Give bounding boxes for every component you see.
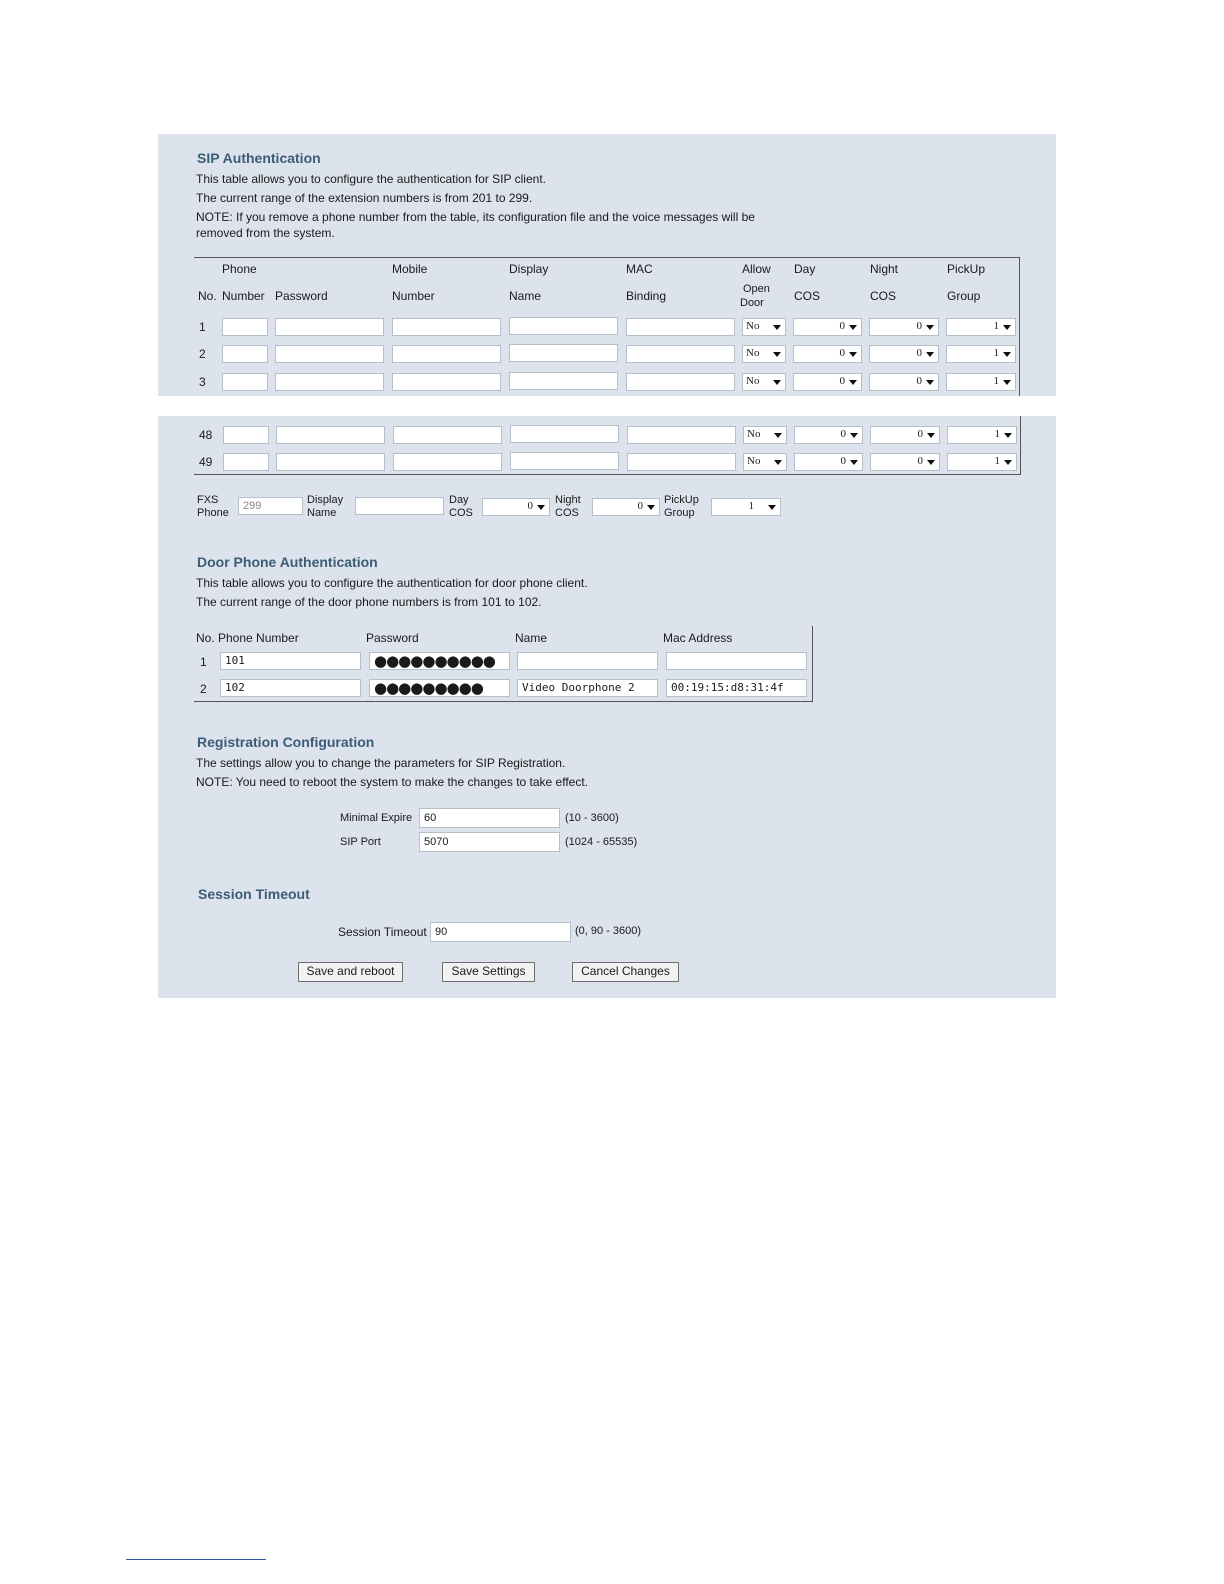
pickup-group-select[interactable] [947,453,1017,471]
display-name-input[interactable] [509,317,618,335]
pickup-group-value: 1 [994,428,1000,440]
day-cos-value: 0 [840,428,846,440]
password-input[interactable] [275,345,384,363]
sip-header-door: Door [740,297,764,309]
reg-config-title: Registration Configuration [197,734,375,750]
sip-table-border-bottom [194,474,1021,475]
door-table-border-bottom [194,701,813,702]
sip-auth-desc2: The current range of the extension numbers is from 201 to 299. [196,191,533,205]
day-cos-select[interactable] [793,318,862,336]
pickup-group-select[interactable] [946,373,1016,391]
mobile-number-input[interactable] [392,373,501,391]
chevron-down-icon [849,325,857,330]
sip-port-input[interactable]: 5070 [419,832,560,852]
phone-number-input[interactable] [222,373,268,391]
mobile-number-input[interactable] [392,318,501,336]
sip-table-border-right [1019,257,1020,396]
night-cos-value: 0 [917,455,923,467]
sip-header-night-cos: COS [870,289,897,303]
fxs-phone-input[interactable]: 299 [238,497,303,515]
chevron-down-icon [773,380,781,385]
day-cos-select[interactable] [793,373,862,391]
phone-number-input[interactable] [223,453,269,471]
chevron-down-icon [1003,325,1011,330]
display-name-input[interactable] [510,425,619,443]
sip-header-number: Number [222,289,265,303]
door-name-input[interactable]: Video Doorphone 2 [517,679,658,697]
night-cos-select[interactable] [870,426,940,444]
sip-header-mobile-number: Number [392,289,435,303]
session-timeout-range: (0, 90 - 3600) [575,925,642,937]
fxs-display-name-input[interactable] [355,497,444,515]
door-row-no: 2 [200,682,207,696]
open-door-select[interactable] [742,318,786,336]
fxs-night-cos-value: 0 [637,500,643,512]
chevron-down-icon [926,325,934,330]
sip-header-night-top: Night [870,262,899,276]
pickup-group-value: 1 [993,347,999,359]
mac-binding-input[interactable] [626,345,735,363]
night-cos-select[interactable] [869,318,939,336]
door-name-input[interactable] [517,652,658,670]
sip-header-display-top: Display [509,262,549,276]
sip-row-no: 2 [199,347,206,361]
door-header-mac: Mac Address [663,631,733,645]
sip-header-name: Name [509,289,542,303]
save-settings-button[interactable]: Save Settings [442,962,535,982]
mac-binding-input[interactable] [626,373,735,391]
fxs-label: FXS Phone [197,494,229,519]
night-cos-value: 0 [916,347,922,359]
door-header-phone: Phone Number [218,631,299,645]
password-input[interactable] [275,373,384,391]
reg-config-desc: The settings allow you to change the parameters for SIP Registration. [196,756,566,770]
sip-row-no: 1 [199,320,206,334]
cancel-changes-button[interactable]: Cancel Changes [572,962,679,982]
sip-header-day-top: Day [794,262,816,276]
day-cos-value: 0 [839,347,845,359]
chevron-down-icon [537,505,545,510]
chevron-down-icon [1003,352,1011,357]
day-cos-select[interactable] [793,345,862,363]
night-cos-value: 0 [916,320,922,332]
door-password-input[interactable]: ●●●●●●●●● [369,679,510,697]
sip-row-no: 49 [199,455,213,469]
session-timeout-title: Session Timeout [198,886,310,902]
sip-port-range: (1024 - 65535) [565,836,638,848]
day-cos-value: 0 [840,455,846,467]
night-cos-select[interactable] [870,453,940,471]
sip-header-binding: Binding [626,289,667,303]
display-name-input[interactable] [509,372,618,390]
door-phone-number-input[interactable]: 101 [220,652,361,670]
chevron-down-icon [773,325,781,330]
fxs-day-cos-value: 0 [527,500,533,512]
open-door-value: No [746,320,760,332]
door-header-name: Name [515,631,548,645]
chevron-down-icon [927,433,935,438]
sip-header-allow-top: Allow [742,262,771,276]
door-table-border-right [812,626,813,702]
sip-auth-desc1: This table allows you to configure the authentication for SIP client. [196,172,546,186]
fxs-pickup-group-value: 1 [748,500,754,512]
pickup-group-select[interactable] [946,345,1016,363]
open-door-value: No [747,428,761,440]
min-expire-input[interactable]: 60 [419,808,560,828]
chevron-down-icon [849,380,857,385]
fxs-pickup-group-label: PickUp Group [664,494,699,519]
day-cos-value: 0 [839,375,845,387]
sip-header-pickup-top: PickUp [947,262,986,276]
open-door-value: No [746,347,760,359]
chevron-down-icon [1004,433,1012,438]
night-cos-value: 0 [916,375,922,387]
sip-header-mobile-top: Mobile [392,262,428,276]
pickup-group-select[interactable] [946,318,1016,336]
min-expire-label: Minimal Expire [340,812,413,824]
password-input[interactable] [276,426,385,444]
fxs-pickup-group-select[interactable] [711,498,781,516]
pickup-group-value: 1 [994,455,1000,467]
door-mac-input[interactable]: 00:19:15:d8:31:4f [666,679,807,697]
chevron-down-icon [647,505,655,510]
password-input[interactable] [275,318,384,336]
sip-auth-note1: NOTE: If you remove a phone number from the table, its configuration file and the voice messages will be [196,210,755,224]
night-cos-select[interactable] [869,345,939,363]
door-phone-number-input[interactable]: 102 [220,679,361,697]
chevron-down-icon [774,460,782,465]
mac-binding-input[interactable] [626,318,735,336]
sip-auth-note2: removed from the system. [196,226,335,240]
door-header-password: Password [366,631,419,645]
open-door-select[interactable] [742,345,786,363]
fxs-day-cos-select[interactable] [482,498,550,516]
open-door-value: No [746,375,760,387]
pickup-group-value: 1 [993,375,999,387]
sip-auth-title: SIP Authentication [197,150,321,166]
phone-number-input[interactable] [222,318,268,336]
sip-header-group: Group [947,289,981,303]
save-and-reboot-button[interactable]: Save and reboot [298,962,403,982]
password-input[interactable] [276,453,385,471]
chevron-down-icon [1003,380,1011,385]
night-cos-value: 0 [917,428,923,440]
chevron-down-icon [850,460,858,465]
sip-port-label: SIP Port [340,836,381,848]
door-auth-desc2: The current range of the door phone numbers is from 101 to 102. [196,595,542,609]
min-expire-range: (10 - 3600) [565,812,619,824]
sip-row-no: 48 [199,428,213,442]
mac-binding-input[interactable] [627,426,736,444]
fxs-day-cos-label: Day COS [449,494,473,519]
chevron-down-icon [926,352,934,357]
open-door-value: No [747,455,761,467]
reg-config-note: NOTE: You need to reboot the system to make the changes to take effect. [196,775,589,789]
chevron-down-icon [773,352,781,357]
mac-binding-input[interactable] [627,453,736,471]
chevron-down-icon [768,505,776,510]
door-auth-title: Door Phone Authentication [197,554,378,570]
sip-table-border-right [1020,416,1021,474]
mobile-number-input[interactable] [393,426,502,444]
phone-number-input[interactable] [223,426,269,444]
session-timeout-label: Session Timeout [338,925,427,939]
sip-row-no: 3 [199,375,206,389]
door-password-input[interactable]: ●●●●●●●●●● [369,652,510,670]
fxs-night-cos-label: Night COS [555,494,581,519]
sip-header-open: Open [743,283,770,295]
phone-number-input[interactable] [222,345,268,363]
open-door-select[interactable] [743,453,787,471]
open-door-select[interactable] [742,373,786,391]
sip-header-phone-top: Phone [222,262,257,276]
chevron-down-icon [927,460,935,465]
door-mac-input[interactable] [666,652,807,670]
sip-header-day-cos: COS [794,289,821,303]
display-name-input[interactable] [509,344,618,362]
fxs-night-cos-select[interactable] [592,498,660,516]
chevron-down-icon [849,352,857,357]
open-door-select[interactable] [743,426,787,444]
sip-header-no: No. [198,289,217,303]
chevron-down-icon [850,433,858,438]
door-row-no: 1 [200,655,207,669]
chevron-down-icon [1004,460,1012,465]
chevron-down-icon [774,433,782,438]
day-cos-value: 0 [839,320,845,332]
sip-table-border-top [194,257,1020,258]
display-name-input[interactable] [510,452,619,470]
night-cos-select[interactable] [869,373,939,391]
fxs-display-name-label: Display Name [307,494,344,519]
door-header-no: No. [196,631,215,645]
day-cos-select[interactable] [794,453,863,471]
footnote-separator [126,1559,266,1560]
mobile-number-input[interactable] [393,453,502,471]
door-auth-desc1: This table allows you to configure the authentication for door phone client. [196,576,588,590]
mobile-number-input[interactable] [392,345,501,363]
session-timeout-input[interactable]: 90 [430,922,571,942]
sip-header-password: Password [275,289,328,303]
pickup-group-value: 1 [993,320,999,332]
day-cos-select[interactable] [794,426,863,444]
sip-header-mac-top: MAC [626,262,653,276]
chevron-down-icon [926,380,934,385]
pickup-group-select[interactable] [947,426,1017,444]
